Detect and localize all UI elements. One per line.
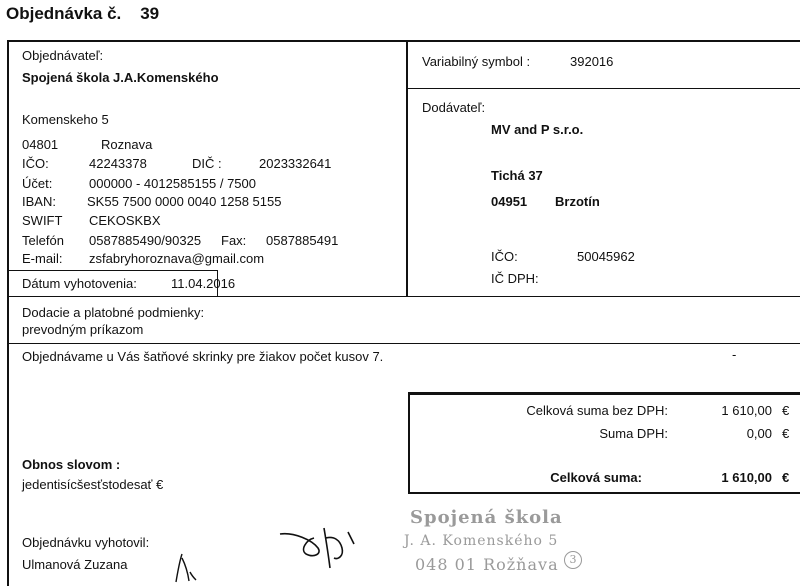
signature bbox=[276, 518, 366, 574]
divider-date-top bbox=[8, 270, 218, 271]
in-words-value: jedentisícšesťstodesať € bbox=[22, 477, 164, 492]
buyer-ico-label: IČO: bbox=[22, 156, 49, 171]
buyer-street: Komenskeho 5 bbox=[22, 112, 109, 127]
divider-terms bbox=[8, 296, 800, 297]
supplier-label: Dodávateľ: bbox=[422, 100, 486, 115]
total-currency: € bbox=[782, 470, 790, 485]
issue-date: 11.04.2016 bbox=[171, 276, 236, 291]
buyer-iban-label: IBAN: bbox=[22, 194, 56, 209]
buyer-city: Roznava bbox=[101, 137, 153, 152]
buyer-fax-label: Fax: bbox=[221, 233, 247, 248]
buyer-email-label: E-mail: bbox=[22, 251, 63, 266]
buyer-iban: SK55 7500 0000 0040 1258 5155 bbox=[87, 194, 282, 209]
supplier-street: Tichá 37 bbox=[491, 168, 543, 183]
buyer-email: zsfabryhoroznava@gmail.com bbox=[89, 251, 265, 266]
buyer-phone-label: Telefón bbox=[22, 233, 64, 248]
total-label: Celková suma: bbox=[550, 470, 642, 485]
order-number: 39 bbox=[140, 4, 160, 23]
divider-order bbox=[8, 343, 800, 344]
buyer-dic: 2023332641 bbox=[259, 156, 332, 171]
net-currency: € bbox=[782, 403, 790, 418]
prepared-name: Ulmanová Zuzana bbox=[22, 557, 128, 572]
page-title bbox=[6, 4, 159, 24]
supplier-icdph-label: IČ DPH: bbox=[491, 271, 539, 286]
variable-symbol-label: Variabilný symbol : bbox=[422, 54, 531, 69]
totals-box-top bbox=[408, 392, 800, 395]
supplier-ico: 50045962 bbox=[577, 249, 635, 264]
buyer-name: Spojená škola J.A.Komenského bbox=[22, 70, 219, 85]
supplier-city: Brzotín bbox=[555, 194, 600, 209]
supplier-zip: 04951 bbox=[491, 194, 528, 209]
buyer-dic-label: DIČ : bbox=[192, 156, 222, 171]
in-words-label: Obnos slovom : bbox=[22, 457, 121, 472]
vat-amount: 0,00 bbox=[746, 426, 772, 441]
divider-vertical-top bbox=[406, 40, 408, 297]
terms-value: prevodným príkazom bbox=[22, 322, 144, 337]
totals-box-left bbox=[408, 392, 410, 494]
stamp-number: 3 bbox=[564, 551, 582, 569]
vat-label: Suma DPH: bbox=[599, 426, 668, 441]
buyer-label: Objednávateľ: bbox=[22, 48, 104, 63]
buyer-ico: 42243378 bbox=[89, 156, 147, 171]
supplier-ico-label: IČO: bbox=[491, 249, 518, 264]
net-label: Celková suma bez DPH: bbox=[526, 403, 668, 418]
variable-symbol: 392016 bbox=[570, 54, 614, 69]
buyer-fax: 0587885491 bbox=[266, 233, 339, 248]
buyer-account-label: Účet: bbox=[22, 176, 53, 191]
terms-label: Dodacie a platobné podmienky: bbox=[22, 305, 205, 320]
title-label: Objednávka č. bbox=[6, 4, 122, 23]
frame-left bbox=[7, 40, 9, 586]
buyer-swift-label: SWIFT bbox=[22, 213, 63, 228]
buyer-account: 000000 - 4012585155 / 7500 bbox=[89, 176, 256, 191]
buyer-swift: CEKOSKBX bbox=[89, 213, 161, 228]
total-amount: 1 610,00 bbox=[721, 470, 772, 485]
totals-box-bottom bbox=[408, 492, 800, 494]
order-text: Objednávame u Vás šatňové skrinky pre žiakov počet kusov 7. bbox=[22, 349, 384, 364]
divider-vsymbol bbox=[407, 88, 800, 89]
prepared-label: Objednávku vyhotovil: bbox=[22, 535, 150, 550]
supplier-name: MV and P s.r.o. bbox=[491, 122, 584, 137]
stamp-line-3: 048 01 Rožňava bbox=[415, 555, 559, 574]
buyer-zip: 04801 bbox=[22, 137, 59, 152]
frame-top bbox=[7, 40, 800, 42]
order-dash: - bbox=[732, 347, 737, 362]
vat-currency: € bbox=[782, 426, 790, 441]
signature-initials bbox=[170, 548, 200, 584]
buyer-phone: 0587885490/90325 bbox=[89, 233, 202, 248]
stamp-line-1: Spojená škola bbox=[410, 507, 563, 528]
net-amount: 1 610,00 bbox=[721, 403, 772, 418]
issue-date-label: Dátum vyhotovenia: bbox=[22, 276, 137, 291]
stamp-line-2: J. A. Komenského 5 bbox=[404, 533, 559, 549]
